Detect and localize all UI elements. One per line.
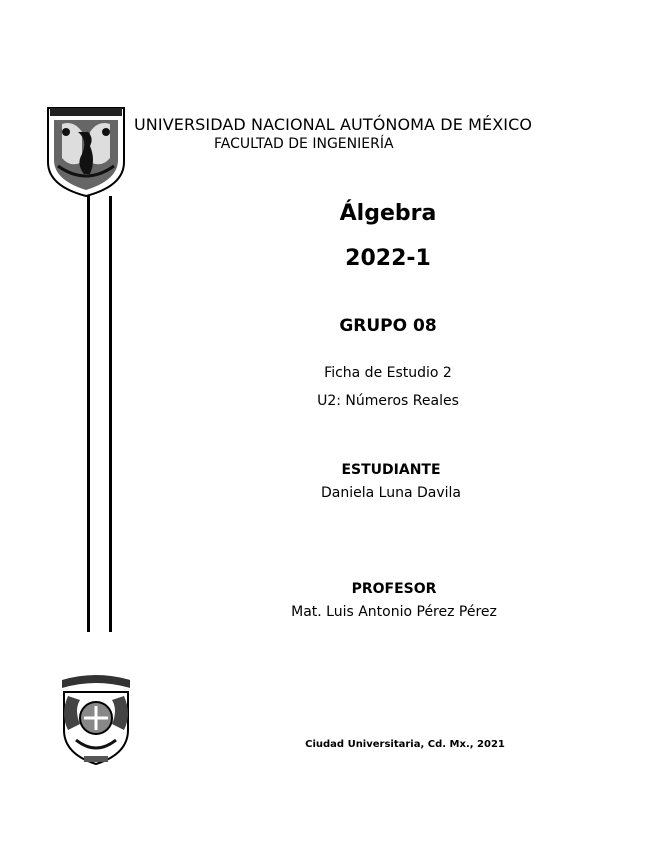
faculty-name: FACULTAD DE INGENIERÍA xyxy=(214,136,394,152)
student-label: ESTUDIANTE xyxy=(341,462,441,478)
fi-seal-icon xyxy=(54,670,138,768)
professor-name: Mat. Luis Antonio Pérez Pérez xyxy=(291,604,497,620)
student-name: Daniela Luna Davila xyxy=(321,485,461,501)
unit-title: U2: Números Reales xyxy=(317,393,459,409)
professor-label: PROFESOR xyxy=(351,581,437,597)
unam-seal-icon xyxy=(44,102,128,198)
decorative-vertical-line xyxy=(87,196,90,632)
study-sheet-title: Ficha de Estudio 2 xyxy=(324,365,452,381)
decorative-vertical-line xyxy=(109,196,112,632)
academic-period: 2022-1 xyxy=(345,246,431,271)
group-label: GRUPO 08 xyxy=(339,316,437,336)
university-name: UNIVERSIDAD NACIONAL AUTÓNOMA DE MÉXICO xyxy=(134,115,533,134)
subject-title: Álgebra xyxy=(339,201,437,226)
location-date: Ciudad Universitaria, Cd. Mx., 2021 xyxy=(305,739,505,750)
